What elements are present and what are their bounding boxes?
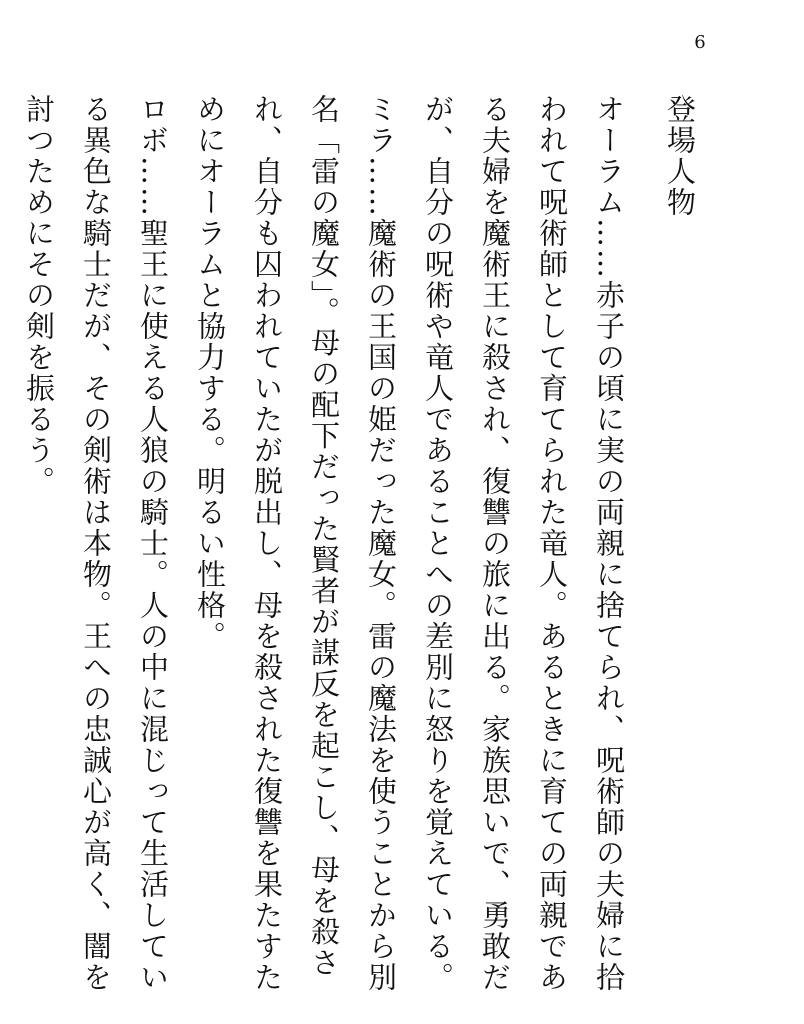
vertical-text-body [22,94,708,1004]
character-entry-oram: オーラム……赤子の頃に実の両親に捨てられ、呪術師の夫婦に拾われて呪術師として育てられた竜人。あるときに育ての両親である夫婦を魔術王に殺され、復讐の旅に出る。家族思いで、勇敢だが、自分の呪術や竜人であることへの差別に怒りを覚えている。 [421,94,626,993]
character-entry-robo: ロボ……聖王に使える人狼の騎士。人の中に混じって生活している異色な騎士だが、その剣術は本物。王への忠誠心が高く、闇を討つためにその剣を振るう。 [22,94,170,993]
character-entry-mira: ミラ……魔術の王国の姫だった魔女。雷の魔法を使うことから別名「雷の魔女」。母の配下だった賢者が謀反を起こし、母を殺され、自分も囚われていたが脱出し、母を殺された復讐を果たすためにオーラムと協力する。明るい性格。 [193,94,398,993]
section-heading: 登場人物 [663,94,697,218]
page-number: 6 [694,32,706,53]
character-entry-wind [0,94,10,1004]
